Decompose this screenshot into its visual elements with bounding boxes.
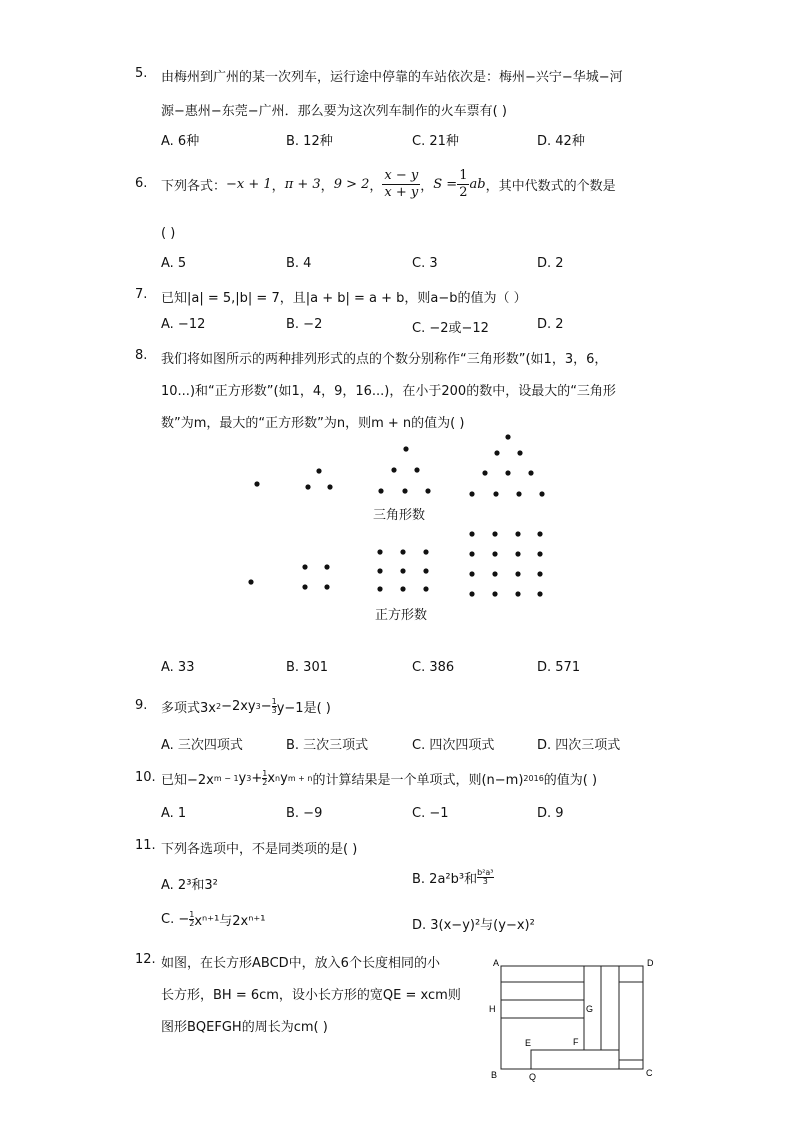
option-d[interactable]: D. 9 <box>537 806 564 821</box>
half-numerator: 1 <box>459 167 468 183</box>
option-b[interactable]: B. −9 <box>286 806 323 821</box>
term: 已知−2x <box>161 772 214 788</box>
question-text-line1: 如图，在长方形ABCD中，放入6个长度相同的小 <box>161 956 440 971</box>
question-number: 5. <box>135 66 148 81</box>
fraction-numerator: 1 <box>262 768 268 778</box>
fraction-denominator: 2 <box>189 919 195 928</box>
question-text-line1: 我们将如图所示的两种排列形式的点的个数分别称作“三角形数”(如1，3，6， <box>161 352 608 367</box>
option-c[interactable]: C. −2或−12 <box>412 321 489 336</box>
term: y <box>238 770 247 786</box>
minus: − <box>260 698 272 714</box>
question-text: 已知|a| = 5,|b| = 7，且|a + b| = a + b，则a−b的值为（ ） <box>161 291 527 306</box>
triangle-dots <box>254 434 544 496</box>
option-c-text: C. − <box>161 912 190 927</box>
exponent: 3 <box>255 701 261 711</box>
option-d[interactable]: D. 42种 <box>537 134 585 149</box>
label-c: C <box>646 1068 653 1078</box>
term: 的值为( ) <box>543 772 598 788</box>
fraction-numerator: x − y <box>384 167 419 183</box>
option-b-text: B. 2a²b³和 <box>412 872 478 887</box>
half-denominator: 2 <box>459 184 468 200</box>
fraction-denominator: x + y <box>384 184 419 200</box>
option-d[interactable]: D. 571 <box>537 660 581 675</box>
exponent: 2 <box>215 701 222 711</box>
option-c[interactable]: C. 3 <box>412 256 438 271</box>
label-a: A <box>493 958 500 968</box>
prefix: 下列各式： <box>161 178 227 194</box>
option-c[interactable]: C. −1 <box>412 806 449 821</box>
label-h: H <box>489 1004 496 1014</box>
question-text-line2: 长方形，BH = 6cm，设小长方形的宽QE = xcm则 <box>161 988 461 1003</box>
question-number: 12. <box>135 952 156 967</box>
option-b[interactable]: B. 12种 <box>286 134 333 149</box>
option-a[interactable]: A. 2³和3² <box>161 878 218 893</box>
term-2: −2xy <box>221 698 256 714</box>
option-c[interactable] <box>161 910 266 929</box>
option-a[interactable]: A. 5 <box>161 256 187 271</box>
question-number: 9. <box>135 698 148 713</box>
question-text-line3: 数”为m，最大的“正方形数”为n，则m + n的值为( ) <box>161 416 465 431</box>
option-d[interactable]: D. 四次三项式 <box>537 738 621 753</box>
expr-1: −x + 1 <box>226 176 272 192</box>
option-a[interactable]: A. 三次四项式 <box>161 738 243 753</box>
square-dots <box>248 531 542 596</box>
term-3: y−1是( ) <box>276 700 331 716</box>
option-d[interactable]: D. 2 <box>537 256 564 271</box>
answer-paren: ( ) <box>161 226 176 241</box>
label-f: F <box>573 1037 579 1047</box>
half-fraction <box>457 168 469 201</box>
fraction-numerator: b²a³ <box>477 868 494 877</box>
option-b[interactable]: B. 三次三项式 <box>286 738 369 753</box>
option-a[interactable]: A. 1 <box>161 806 187 821</box>
option-a[interactable]: A. −12 <box>161 317 206 332</box>
question-text <box>161 768 597 788</box>
option-c[interactable]: C. 386 <box>412 660 455 675</box>
plus: + <box>251 770 263 786</box>
option-a[interactable]: A. 33 <box>161 660 195 675</box>
fraction-denominator: 3 <box>482 877 488 886</box>
label-e: E <box>525 1038 532 1048</box>
term: x <box>267 770 276 786</box>
suffix: ，其中代数式的个数是 <box>485 178 616 194</box>
label-q: Q <box>529 1072 537 1082</box>
expr-2: π + 3 <box>284 176 321 192</box>
term-1: 多项式3x <box>161 700 216 716</box>
option-b[interactable]: B. 4 <box>286 256 312 271</box>
question-text: 下列各选项中，不是同类项的是( ) <box>161 842 358 857</box>
exponent: n <box>275 773 281 783</box>
option-b[interactable] <box>412 868 494 887</box>
expr-3: 9 > 2 <box>333 176 370 192</box>
label-d: D <box>647 958 654 968</box>
exponent: 2016 <box>523 773 544 783</box>
option-b[interactable]: B. 301 <box>286 660 328 675</box>
question-number: 10. <box>135 770 156 785</box>
question-number: 8. <box>135 348 148 363</box>
term: y <box>280 770 288 786</box>
option-b[interactable]: B. −2 <box>286 317 323 332</box>
label-b: B <box>491 1070 498 1080</box>
question-text-line3: 图形BQEFGH的周长为cm( ) <box>161 1020 328 1035</box>
exponent: 3 <box>246 773 252 783</box>
s-suffix: ab <box>469 176 486 192</box>
exponent: m + n <box>287 773 313 783</box>
fraction <box>477 869 493 886</box>
option-d[interactable]: D. 2 <box>537 317 564 332</box>
fraction-numerator: 1 <box>271 696 277 706</box>
triangle-label: 三角形数 <box>373 508 426 523</box>
option-d[interactable]: D. 3(x−y)²与(y−x)² <box>412 918 535 933</box>
question-text-line2: 10...)和“正方形数”(如1，4，9，16...)，在小于200的数中，设最大的“三角形 <box>161 384 616 399</box>
option-c-text-2: xⁿ⁺¹与2xⁿ⁺¹ <box>194 914 266 929</box>
fraction-denominator: 3 <box>271 705 277 715</box>
option-c[interactable]: C. 21种 <box>412 134 459 149</box>
question-number: 7. <box>135 287 148 302</box>
option-c[interactable]: C. 四次四项式 <box>412 738 495 753</box>
question-text <box>161 696 331 716</box>
question-text: 下列各式： −x + 1 ， π + 3 ， 9 > 2 ， $\frac{x - y}{x + y}$ ， S = $\frac{1}{2}$ ab ，其中代数式的个数是 <box>161 167 616 200</box>
question-text-line1: 由梅州到广州的某一次列车，运行途中停靠的车站依次是：梅州−兴宁−华城−河 <box>161 70 623 85</box>
fraction <box>382 168 420 201</box>
option-a[interactable]: A. 6种 <box>161 134 200 149</box>
fraction-numerator: 1 <box>189 910 195 919</box>
term: 的计算结果是一个单项式，则(n−m) <box>312 772 524 788</box>
exponent: m − 1 <box>213 773 239 783</box>
question-number: 11. <box>135 838 156 853</box>
question-text-line2: 源−惠州−东莞−广州．那么要为这次列车制作的火车票有( ) <box>161 104 507 119</box>
label-g: G <box>586 1004 594 1014</box>
fraction-denominator: 2 <box>262 777 268 787</box>
s-prefix: S = <box>433 176 458 192</box>
square-label: 正方形数 <box>375 608 428 623</box>
question-number: 6. <box>135 176 148 191</box>
